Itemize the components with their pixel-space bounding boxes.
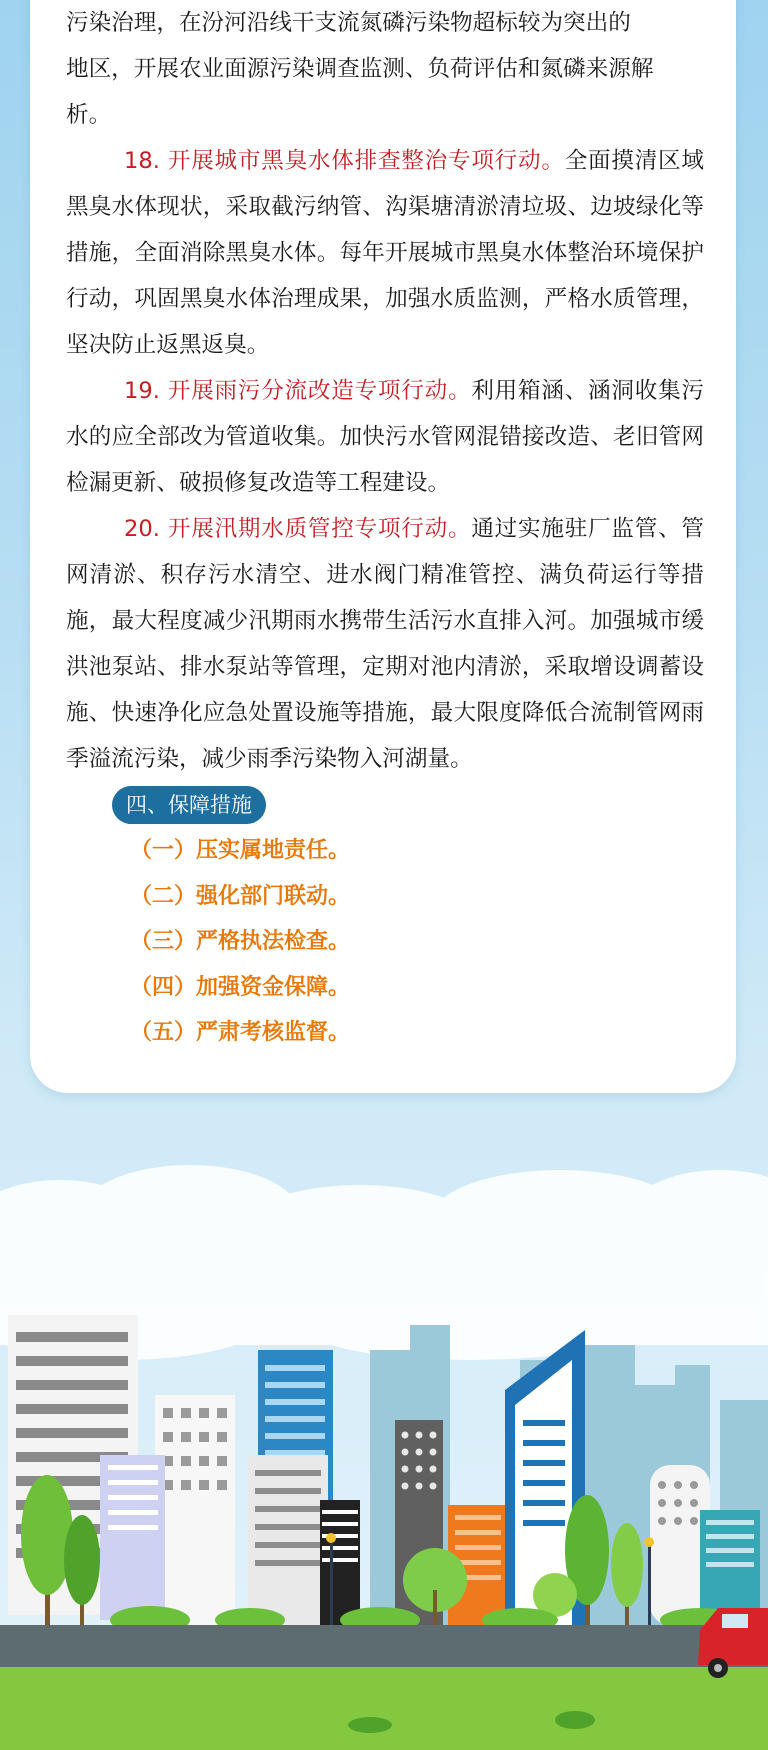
action-19: [66, 368, 704, 506]
action-body: 利用箱涵、涵洞收集污水的应全部改为管道收集。加快污水管网混错接改造、老旧管网检漏更新、破损修复改造等工程建设。: [66, 378, 705, 496]
measure-item: （五）严肃考核监督。: [130, 1020, 351, 1045]
text-line: 地区，开展农业面源污染调查监测、负荷评估和氮磷来源解: [66, 56, 654, 82]
building-grey-striped: [248, 1455, 328, 1625]
action-18: [66, 138, 704, 368]
measure-item: （四）加强资金保障。: [130, 974, 351, 1000]
road: [0, 1625, 768, 1667]
action-title: 20. 开展汛期水质管控专项行动。: [124, 516, 472, 542]
measure-item: （二）强化部门联动。: [130, 883, 351, 909]
action-title: 18. 开展城市黑臭水体排查整治专项行动。: [124, 148, 565, 174]
action-body: 全面摸清区域黑臭水体现状，采取截污纳管、沟渠塘清淤清垃圾、边坡绿化等措施，全面消除黑臭水体。每年开展城市黑臭水体整治环境保护行动，巩固黑臭水体治理成果，加强水质监测，严格水质管理，坚决防止返黑返臭。: [66, 148, 704, 358]
action-title: 19. 开展雨污分流改造专项行动。: [124, 378, 472, 404]
paragraph-intro: [66, 0, 704, 138]
article-body: [66, 0, 704, 1056]
grass: [0, 1667, 768, 1750]
action-20: [66, 506, 704, 782]
city-illustration: [0, 1120, 768, 1750]
action-body: 通过实施驻厂监管、管网清淤、积存污水清空、进水阀门精准管控、满负荷运行等措施，最大程度减少汛期雨水携带生活污水直排入河。加强城市缓洪池泵站、排水泵站等管理，定期对池内清淤，采取增设调蓄设施、快速净化应急处置设施等措施，最大限度降低合流制管网雨季溢流污染，减少雨季污染物入河湖量。: [66, 516, 705, 772]
building-dark: [320, 1500, 360, 1625]
building-lavender: [100, 1455, 165, 1620]
measure-item: （一）压实属地责任。: [130, 838, 351, 863]
text-line: 析。: [66, 102, 112, 128]
measure-item: （三）严格执法检查。: [130, 929, 351, 954]
building-teal: [700, 1510, 760, 1625]
building-dotted: [155, 1395, 235, 1625]
text-line: 污染治理，在汾河沿线干支流氮磷污染物超标较为突出的: [66, 10, 631, 36]
section-heading-pill: 四、保障措施: [112, 786, 266, 824]
